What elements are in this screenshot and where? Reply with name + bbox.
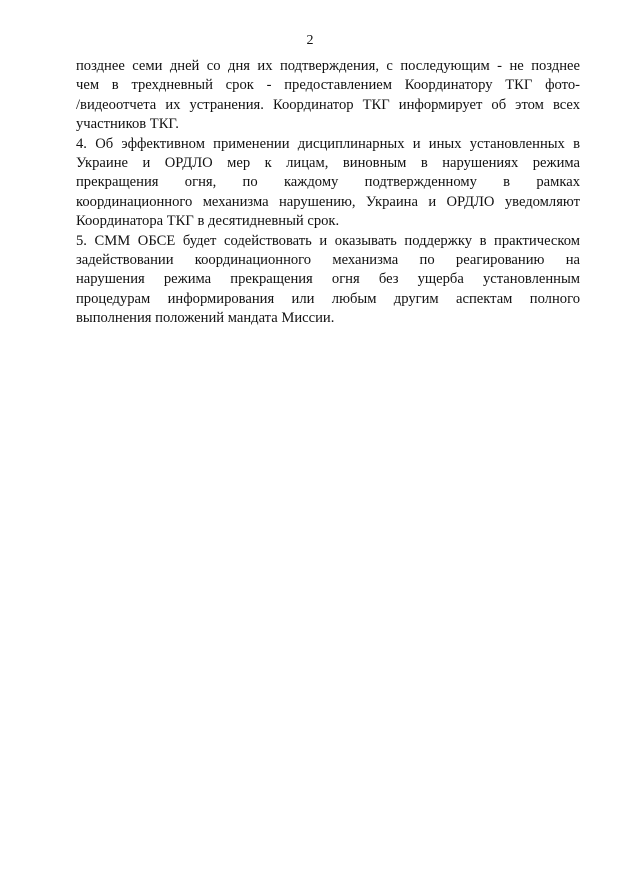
text-line: /видеоотчета их устранения. Координатор ТКГ информирует об этом всех <box>76 96 580 113</box>
text-line: координационного механизма нарушению, Украина и ОРДЛО уведомляют <box>76 193 580 210</box>
text-line: выполнения положений мандата Миссии. <box>76 310 335 327</box>
document-body <box>76 57 580 328</box>
text-line: чем в трехдневный срок - предоставлением Координатору ТКГ фото- <box>76 77 580 94</box>
text-line: 5. СММ ОБСЕ будет содействовать и оказывать поддержку в практическом <box>76 232 580 249</box>
paragraph-continuation <box>76 57 580 135</box>
text-line: участников ТКГ. <box>76 116 179 133</box>
page-number: 2 <box>306 33 314 48</box>
text-line: задействовании координационного механизма по реагированию на <box>76 251 580 268</box>
text-line: прекращения огня, по каждому подтвержденному в рамках <box>76 174 580 191</box>
text-line: нарушения режима прекращения огня без ущерба установленным <box>76 271 580 288</box>
text-line: Украине и ОРДЛО мер к лицам, виновным в нарушениях режима <box>76 154 580 171</box>
paragraph-item-4 <box>76 135 580 232</box>
paragraph-item-5 <box>76 232 580 329</box>
text-line: процедурам информирования или любым другим аспектам полного <box>76 290 580 307</box>
text-line: Координатора ТКГ в десятидневный срок. <box>76 213 340 230</box>
text-line: позднее семи дней со дня их подтверждения, с последующим - не позднее <box>76 58 580 74</box>
text-line: 4. Об эффективном применении дисциплинарных и иных установленных в <box>76 135 580 152</box>
